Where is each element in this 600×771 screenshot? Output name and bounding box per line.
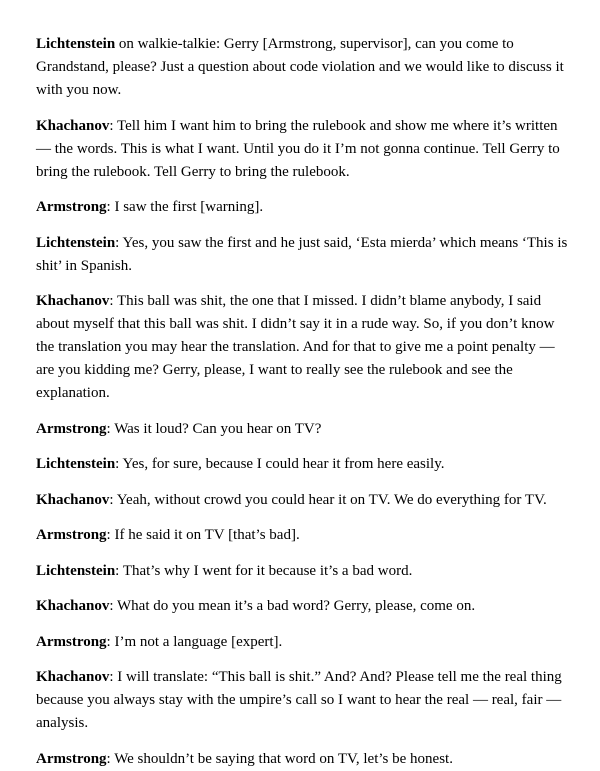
transcript-paragraph bbox=[36, 748, 570, 771]
speech-text: : If he said it on TV [that’s bad]. bbox=[106, 527, 300, 543]
speaker-name: Khachanov bbox=[36, 598, 110, 614]
speech-text: : Yes, for sure, because I could hear it from here easily. bbox=[115, 456, 445, 472]
speaker-name: Khachanov bbox=[36, 293, 110, 309]
transcript-paragraph bbox=[36, 524, 570, 547]
speech-text: : I’m not a language [expert]. bbox=[106, 633, 283, 650]
speech-text: : This ball was shit, the one that I missed. I didn’t blame anybody, I said about myself that this ball was shit. I didn’t say it in a rude way. So, if you don’t know the translation you may hear the translation. And for that to give me a point penalty — are you kidding me? Gerry, please, I want to really see the rulebook and see the explanation. bbox=[36, 293, 555, 401]
speaker-name: Armstrong bbox=[36, 633, 107, 650]
transcript-paragraph bbox=[36, 290, 570, 405]
transcript-paragraph bbox=[36, 453, 570, 476]
transcript-paragraph bbox=[36, 196, 570, 219]
transcript-paragraph bbox=[36, 595, 570, 618]
speaker-name: Khachanov bbox=[36, 669, 110, 685]
speech-text: : What do you mean it’s a bad word? Gerry, please, come on. bbox=[109, 598, 476, 614]
speech-text: : That’s why I went for it because it’s a bad word. bbox=[115, 562, 413, 579]
speaker-name: Lichtenstein bbox=[36, 36, 116, 52]
speech-text: : Yeah, without crowd you could hear it on TV. We do everything for TV. bbox=[109, 491, 547, 508]
speaker-name: Lichtenstein bbox=[36, 234, 116, 251]
speech-text: : Was it loud? Can you hear on TV? bbox=[106, 420, 322, 437]
speech-text: : I will translate: “This ball is shit.” And? And? Please tell me the real thing because you always stay with the umpire’s call so I want to hear the real — real, fair — analysis. bbox=[36, 669, 562, 731]
transcript-paragraph bbox=[36, 489, 570, 512]
speaker-name: Armstrong bbox=[36, 750, 107, 767]
speaker-name: Khachanov bbox=[36, 117, 110, 134]
speaker-name: Lichtenstein bbox=[36, 562, 116, 579]
transcript-paragraph bbox=[36, 115, 570, 184]
speech-text: : I saw the first [warning]. bbox=[106, 199, 264, 215]
speech-text: : We shouldn’t be saying that word on TV, let’s be honest. bbox=[106, 750, 453, 767]
speaker-name: Khachanov bbox=[36, 491, 110, 508]
transcript-paragraph bbox=[36, 666, 570, 735]
transcript-paragraph bbox=[36, 631, 570, 654]
transcript-paragraph bbox=[36, 33, 570, 102]
speaker-name: Armstrong bbox=[36, 199, 107, 215]
speaker-name: Armstrong bbox=[36, 420, 107, 437]
speaker-name: Armstrong bbox=[36, 527, 107, 543]
speech-text: on walkie-talkie: Gerry [Armstrong, supervisor], can you come to Grandstand, please? Just a question about code violation and we would like to discuss it with you now. bbox=[36, 36, 564, 98]
transcript-paragraph bbox=[36, 418, 570, 441]
speech-text: : Yes, you saw the first and he just said, ‘Esta mierda’ which means ‘This is shit’ in Spanish. bbox=[36, 234, 568, 274]
speaker-name: Lichtenstein bbox=[36, 456, 116, 472]
speech-text: : Tell him I want him to bring the rulebook and show me where it’s written — the words. This is what I want. Until you do it I’m not gonna continue. Tell Gerry to bring the rulebook. Tell Gerry to bring the rulebook. bbox=[36, 117, 560, 180]
transcript-paragraph bbox=[36, 232, 570, 278]
transcript-paragraph bbox=[36, 560, 570, 583]
